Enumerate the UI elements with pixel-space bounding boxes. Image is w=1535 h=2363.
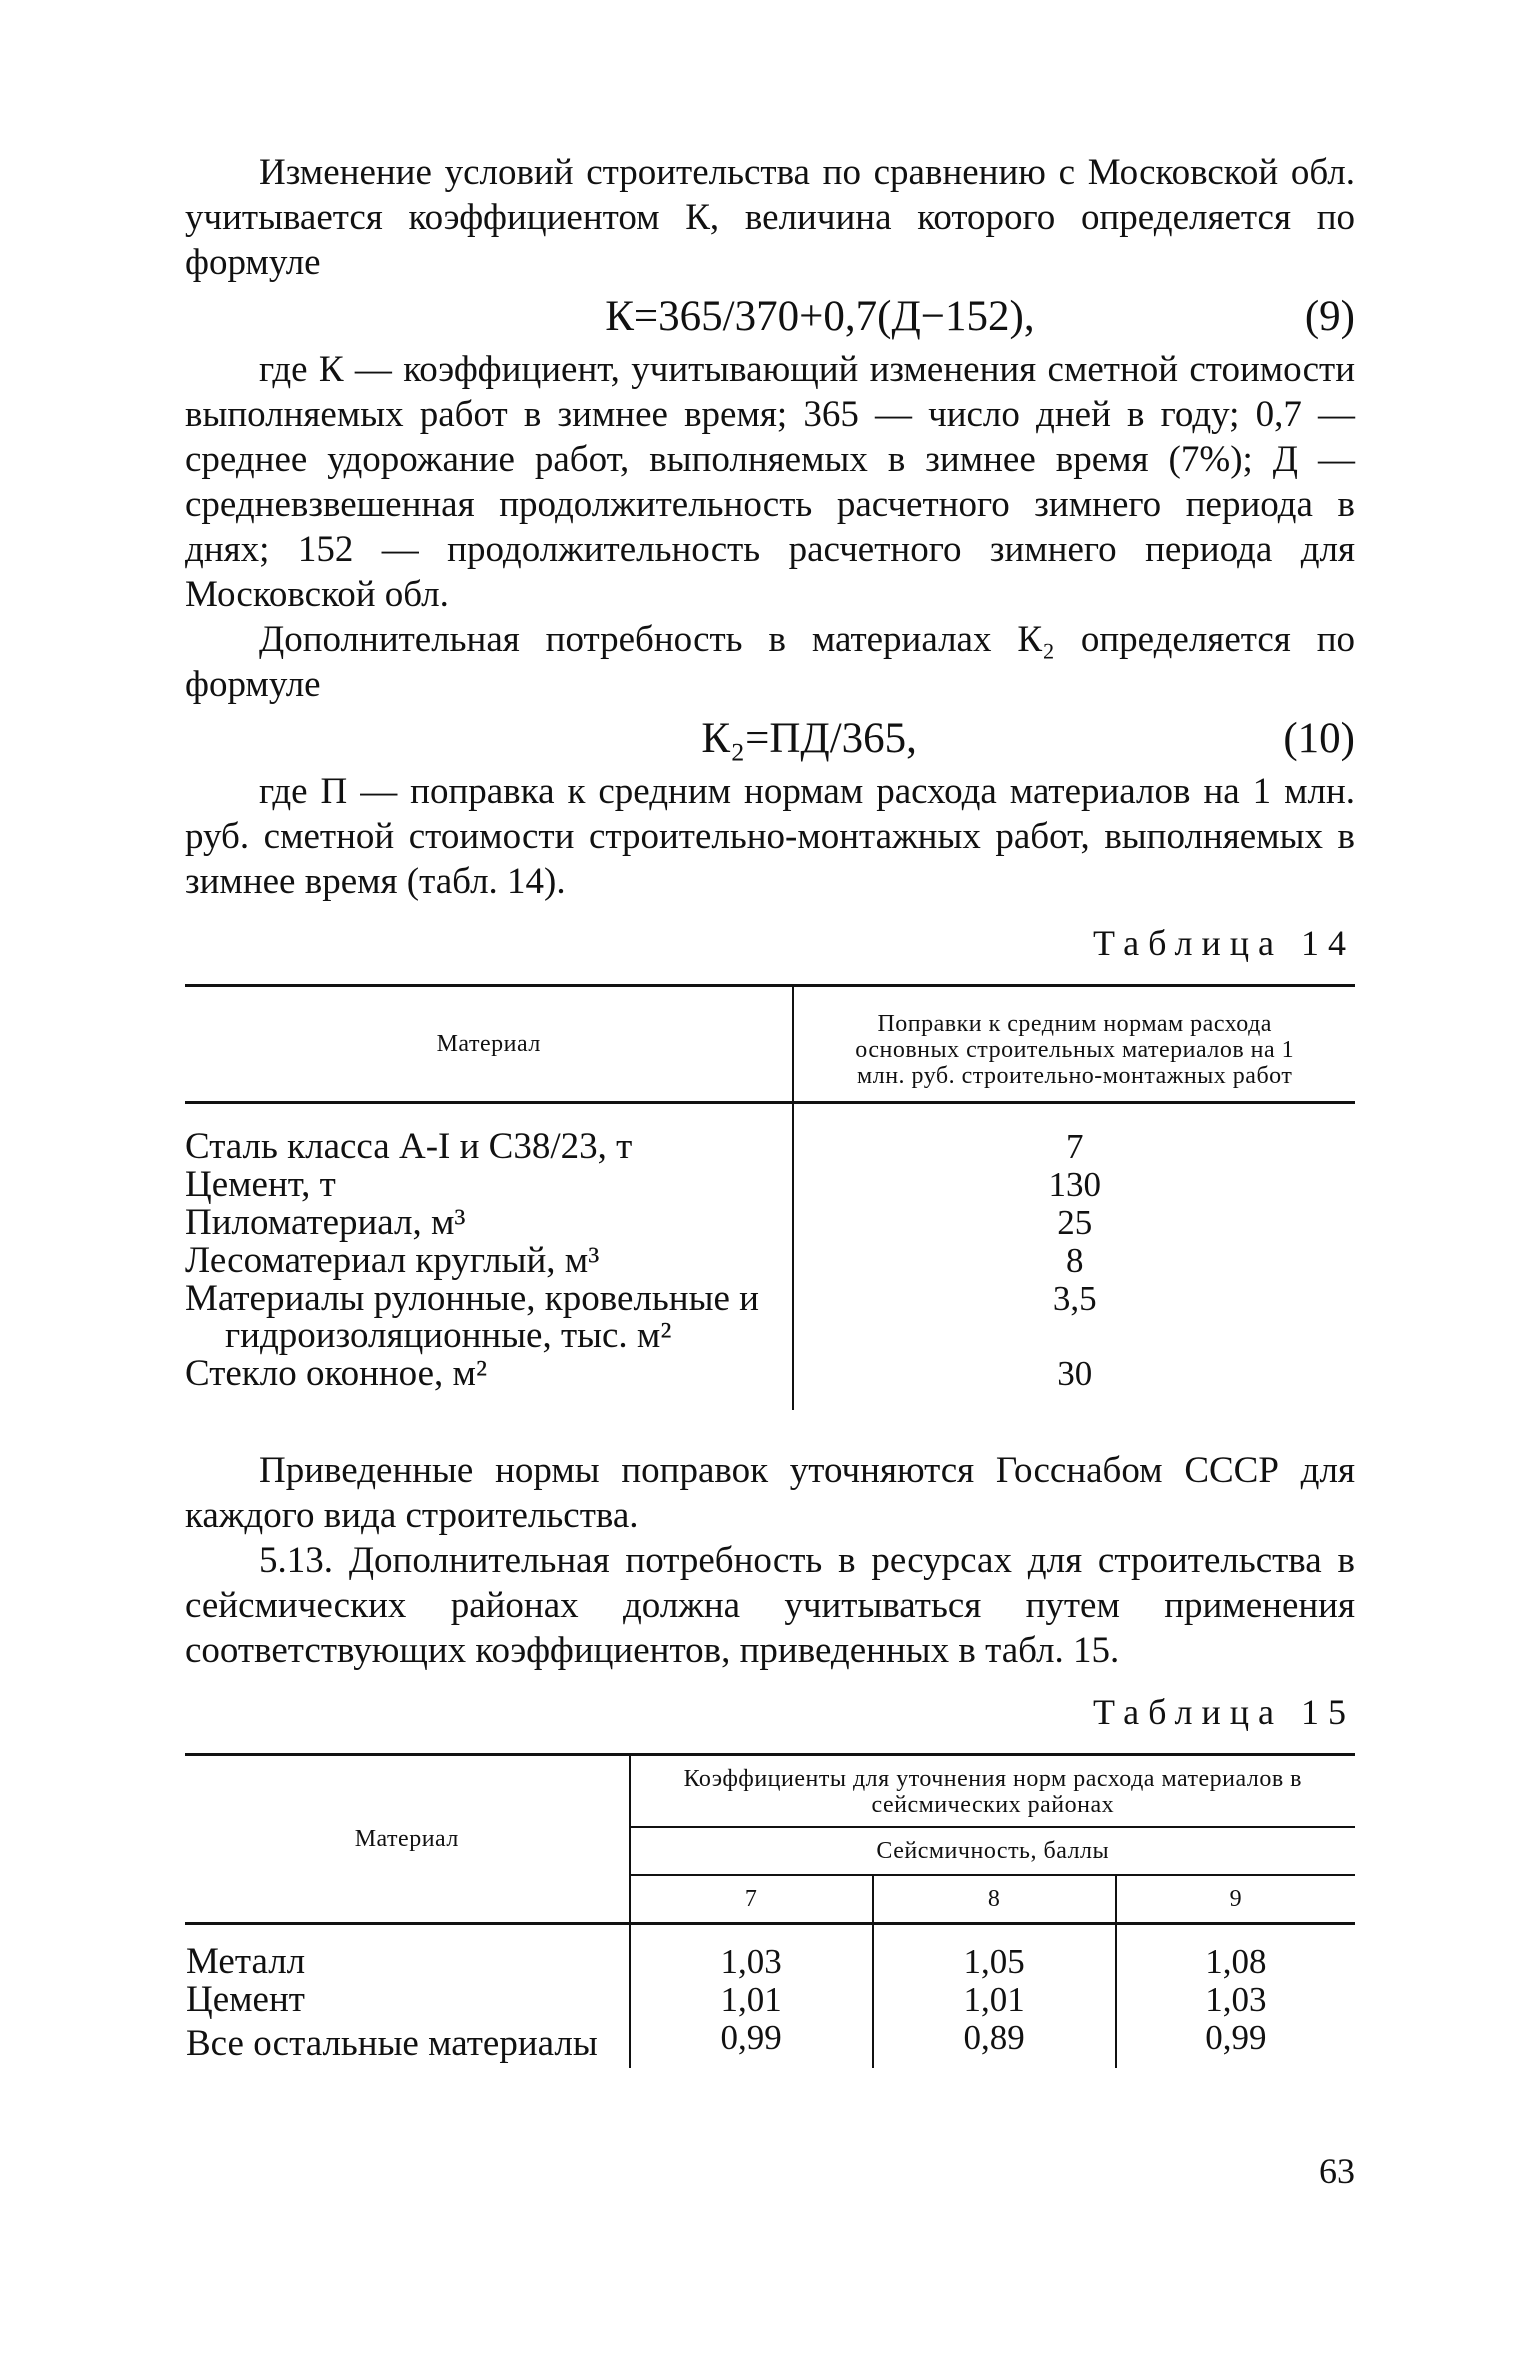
table-14-title: Таблица 14 — [1093, 923, 1355, 963]
table-row — [185, 1924, 1355, 1982]
table-15-value: 1,01 — [630, 1981, 873, 2019]
table-15-value: 1,03 — [1116, 1981, 1355, 2019]
table-row — [185, 1280, 1355, 1355]
table-15-header-coefficients: Коэффициенты для уточнения норм расхода материалов в сейсмических районах — [630, 1755, 1355, 1828]
paragraph-coefficient-k: Изменение условий строительства по сравнению с Московской обл. учитывается коэффициентом К, величина которого определяется по формуле — [185, 152, 1355, 283]
table-14-material: Цемент, т — [185, 1164, 336, 1205]
table-row — [185, 1242, 1355, 1280]
table-15-value: 0,99 — [1116, 2019, 1355, 2068]
paragraph-k-definitions: где К — коэффициент, учитывающий изменения сметной стоимости выполняемых работ в зимнее время; 365 — число дней в году; 0,7 — среднее удорожание работ, выполняемых в зимнее время (7%); Д — средневзвешенная продолжительность расчетного зимнего периода в днях; 152 — продолжительность расчетного зимнего периода для Московской обл. — [185, 349, 1355, 615]
paragraph-gossnab: Приведенные нормы поправок уточняются Госснабом СССР для каждого вида строительства. — [185, 1450, 1355, 1536]
table-15-value: 1,05 — [873, 1924, 1116, 1982]
formula-10-number: (10) — [1283, 715, 1355, 762]
table-14 — [185, 984, 1355, 1410]
table-14-header-correction: Поправки к средним нормам расхода основных строительных материалов на 1 млн. руб. строительно-монтажных работ — [793, 986, 1355, 1103]
table-14-value: 25 — [793, 1204, 1355, 1242]
table-14-header-material: Материал — [436, 1031, 541, 1057]
formula-9-number: (9) — [1304, 293, 1355, 340]
table-15-header-level-8: 8 — [873, 1875, 1116, 1924]
table-15-value: 1,03 — [630, 1924, 873, 1982]
formula-10 — [185, 713, 1355, 765]
table-row — [185, 2019, 1355, 2068]
table-15-header-level-7: 7 — [630, 1875, 873, 1924]
table-row — [185, 1204, 1355, 1242]
table-15-material: Металл — [186, 1941, 306, 1982]
table-row — [185, 1103, 1355, 1167]
table-15-header-material: Материал — [185, 1755, 630, 1924]
table-14-value: 8 — [793, 1242, 1355, 1280]
table-row — [185, 1355, 1355, 1410]
table-row — [185, 1166, 1355, 1204]
page-number: 63 — [1319, 2151, 1355, 2191]
table-15-material: Цемент — [186, 1979, 305, 2020]
page-content — [185, 150, 1355, 2068]
table-row — [185, 1981, 1355, 2019]
formula-10-expression: К₂=ПД/365, — [701, 715, 917, 762]
table-15-value: 1,01 — [873, 1981, 1116, 2019]
table-15-material: Все остальные материалы — [186, 2022, 598, 2064]
table-14-value: 30 — [793, 1355, 1355, 1410]
table-14-value: 3,5 — [793, 1280, 1355, 1355]
paragraph-5-13: 5.13. Дополнительная потребность в ресурсах для строительства в сейсмических районах должна учитываться путем применения соответствующих коэффициентов, приведенных в табл. 15. — [185, 1540, 1355, 1671]
table-15 — [185, 1753, 1355, 2068]
table-15-value: 0,99 — [630, 2019, 873, 2068]
table-15-header-level-9: 9 — [1116, 1875, 1355, 1924]
table-14-material: Материалы рулонные, кровельные и гидроизоляционные, тыс. м² — [185, 1278, 759, 1356]
paragraph-p-definition: где П — поправка к средним нормам расхода материалов на 1 млн. руб. сметной стоимости строительно-монтажных работ, выполняемых в зимнее время (табл. 14). — [185, 771, 1355, 902]
table-15-value: 0,89 — [873, 2019, 1116, 2068]
table-14-value: 7 — [793, 1103, 1355, 1167]
table-15-value: 1,08 — [1116, 1924, 1355, 1982]
formula-9 — [185, 291, 1355, 343]
table-14-material: Сталь класса А-I и С38/23, т — [185, 1126, 633, 1167]
table-15-title: Таблица 15 — [1093, 1692, 1355, 1732]
paragraph-k2-intro: Дополнительная потребность в материалах К₂ определяется по формуле — [185, 619, 1355, 705]
table-14-material: Пиломатериал, м³ — [185, 1202, 466, 1243]
table-14-material: Лесоматериал круглый, м³ — [185, 1240, 600, 1281]
table-14-value: 130 — [793, 1166, 1355, 1204]
table-14-material: Стекло оконное, м² — [185, 1353, 488, 1394]
formula-9-expression: К=365/370+0,7(Д−152), — [605, 293, 1035, 340]
table-15-header-seismicity: Сейсмичность, баллы — [630, 1827, 1355, 1875]
